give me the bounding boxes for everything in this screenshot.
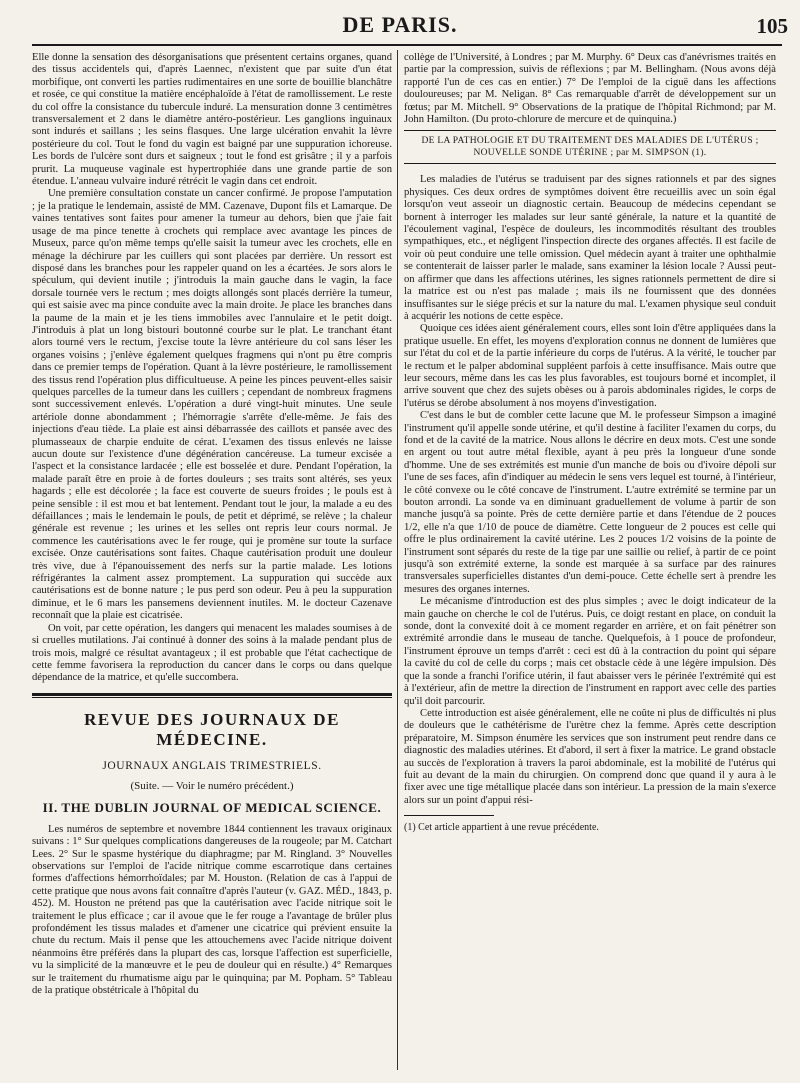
right-paragraph-1: collège de l'Université, à Londres ; par M. Murphy. 6° Deux cas d'anévrismes traités en partie par la compression, suivis de réflexions ; par M. Bellingham. (Nous avons déjà rapporté l'un de ces cas en entier.) 7° De l'emploi de la ciguë dans les affections douloureuses; par M. Neligan. 8° Cas remarquable d'arrêt de développement sur un fœtus; par M. Mitchell. 9° Observations de la pratique de l'hôpital Richmond; par M. John Hamilton. (Du proto-chlorure de mercure et de quinquina.) [404, 52, 776, 126]
continuation-note: (Suite. — Voir le numéro précédent.) [130, 779, 294, 792]
right-paragraph-4: C'est dans le but de combler cette lacune que M. le professeur Simpson a imaginé l'instrument qu'il appelle sonde utérine, et qu'il destine à faciliter l'examen du corps, du fond et de la cavité de la matrice. Nous allons le décrire en deux mots. C'est une sonde en argent ou tout autre métal flexible, ayant à peu près la longueur d'une sonde d'homme. Une de ses extrémités est munie d'un manche de bois ou d'ivoire dépoli sur l'une de ses faces, afin d'indiquer au médecin le sens vers lequel est tourné, à l'intérieur, le côté convexe ou le côté concave de l'instrument. L'autre extrémité se termine par un bouton arrondi. La sonde va en diminuant graduellement de volume à partir de son manche jusqu'à sa pointe. Près de cette dernière partie et dans l'étendue de 2 pouces 1/2, elle n'a que 1/10 de pouce de diamètre. Cette longueur de 2 pouces est celle qui offre le plus ordinairement la cavité utérine. Les 2 pouces 1/2 voisins de la pointe de l'instrument sont séparés du reste de la tige par une saillie ou relief, à partir de ce point jusqu'à son extrémité externe, la sonde est marquée à sa surface par des rainures transversales superficielles distantes d'un demi-pouce. Cette échelle sert à prendre les mesures des organes internes. [404, 410, 776, 595]
right-paragraph-6: Cette introduction est aisée généralement, elle ne coûte ni plus de difficultés ni plus de douleurs que le cathétérisme de l'urètre chez la femme. Après cette description préparatoire, M. Simpson énumère les services que son instrument peut rendre dans ce diagnostic des maladies utérines. Et d'abord, il sert à fixer la matrice. Le grand obstacle au succès de l'exploration à travers la paroi abdominale, est la mobilité de l'utérus qui fuit au devant de la main du chirurgien. On comprend donc que quand il y aura à le fixer avec une tige métallique placée dans son intérieur. La pression de la main s'exerce alors sur un point d'appui rési- [404, 707, 776, 806]
section-rule-thick [32, 693, 392, 696]
left-paragraph-2: Une première consultation constate un cancer confirmé. Je propose l'amputation ; je la pratique le lendemain, assisté de MM. Cazenave, Dupont fils et Lamarque. De vaines tentatives sont faites pour amener la tumeur au dehors, bien que j'aie fait usage de ma pince tenette à crochets qui remplace avec avantage les pinces de Museux, parce qu'on même temps qu'elle saisit la tumeur avec les crochets, elle en ménage la déchirure par les cuillers qui sont placées par derrière. Un ressort est disposé dans les branches pour les rappeler quand on les a écartées. Je sors alors le spéculum, qui devient inutile ; j'introduis la main gauche dans le vagin, la face dorsale tournée vers le rectum ; mes doigts allongés sont placés derrière la tumeur, qui est saisie avec ma pince conduite avec la main droite. Je place les branches dans la paume de la main et je les tiens immobiles avec l'annulaire et le petit doigt. J'introduis à plat un long bistouri boutonné courbe sur le plat. Le tranchant étant alors tourné vers le rectum, j'excise toute la lèvre antérieure du col sans léser les organes voisins ; j'enlève également quelques fragmens qui n'ont pu être compris dans ce premier temps de l'opération. Quant à la lèvre postérieure, le ramollissement des tissus rend l'opération plus difficultueuse. A peine les pinces peuvent-elles saisir quelques parcelles de la tumeur dans les cuillers ; cependant de nombreux fragmens sont successivement enlevés. L'opération a duré vingt-huit minutes. Une seule artériole donne abondamment ; l'hémorragie s'arrête d'elle-même. Je fais des injections d'eau tiède. La plaie est ainsi débarrassée des caillots et pansée avec des plumasseaux de charpie enduite de cérat. L'examen des tissus enlevés ne laisse aucun doute sur l'existence d'une dégénération cancéreuse. La tumeur excisée a l'aspect et la consistance lardacée ; elle est bosselée et dure. Pendant l'opération, la malade paraît être en proie à de fortes douleurs ; ses traits sont altérés, ses yeux hagards ; elle est décolorée ; la face est couverte de sueurs froides ; le pouls est à peine sensible : il est mou et bat lentement. Pendant tout le jour, la malade a eu des défaillances ; mais le lendemain le pouls, de petit et déprimé, se relève ; la chaleur générale est revenue ; les urines et les selles ont repris leur cours normal. Je commence les cautérisations avec le fer rouge, qui je promène sur toute la surface excisée. Onze cautérisations sont faites. Chaque cautérisation produit une douleur très vive, due à l'épanouissement des nerfs sur la partie malade. Les lotions réfrigérantes la calment assez promptement. La suppuration qui succède aux cautérisations est de bonne nature ; le pus perd son odeur. Peu à peu la suppuration diminue, et le 6 mars les pansemens deviennent inutiles. M. le docteur Cazenave reconnaît que la plaie est cicatrisée. [32, 188, 392, 622]
page-number: 105 [756, 14, 788, 38]
journal-heading: II. THE DUBLIN JOURNAL OF MEDICAL SCIENCE. [42, 799, 382, 815]
article-title: DE LA PATHOLOGIE ET DU TRAITEMENT DES MALADIES DE L'UTÉRUS ; NOUVELLE SONDE UTÉRINE ; par M. SIMPSON (1). [421, 136, 759, 159]
article-rule-bottom [404, 163, 776, 164]
section-subtitle: JOURNAUX ANGLAIS TRIMESTRIELS. [102, 759, 322, 772]
left-paragraph-3: On voit, par cette opération, les dangers qui menacent les malades soumises à de si cruelles mutilations. J'ai continué à donner des soins à la malade pendant plus de trois mois, malgré ce résultat avantageux ; il est probable que l'état cachectique de cette femme favorisera la reproduction du cancer dans le corps ou dans quelque dépendance de la matrice, et qu'elle succombera. [32, 622, 392, 684]
article-rule-top [404, 130, 776, 131]
section-rule-thin [32, 697, 392, 698]
right-paragraph-3: Quoique ces idées aient généralement cours, elles sont loin d'être appliquées dans la pratique usuelle. En effet, les moyens d'exploration connus ne donnent de lumières que sur l'état du col et de la partie inférieure du corps de l'utérus. A la vérité, le toucher par le rectum et le palper abdominal suppléent parfois à cette insuffisance. Mais outre que leur secours, même dans les cas les plus favorables, est toujours borné et incomplet, il arrive souvent que chez des sujets obèses ou à parois abdominales rigides, le corps de l'utérus se dérobe absolument à nos moyens d'investigation. [404, 323, 776, 409]
right-paragraph-5: Le mécanisme d'introduction est des plus simples ; avec le doigt indicateur de la main gauche on cherche le col de l'utérus. Puis, ce doigt restant en place, on conduit la sonde, dont la convexité doit à ce moment regarder en arrière, et on fait pénétrer son extrémité arrondie dans le museau de tanche. Quelquefois, à 1 pouce de profondeur, l'instrument éprouve un temps d'arrêt : ceci est dû à la contraction du point qui sépare la cavité du col de celle du corps ; mais cet obstacle cède à une légère impulsion. Dès que la sonde a franchi l'orifice utérin, il faut abaisser vers le périnée l'extrémité qui est à l'extérieur, afin de mettre la direction de l'instrument en rapport avec celle des parties qu'il doit parcourir. [404, 596, 776, 707]
left-paragraph-4: Les numéros de septembre et novembre 1844 contiennent les travaux originaux suivans : 1° Sur quelques complications dangereuses de la rougeole; par M. Catchart Lees. 2° Sur le spasme hystérique du diaphragme; par M. Ringland. 3° Nouvelles observations sur l'emploi de l'acide nitrique comme escarrotique dans certaines formes d'affections hémorrhoïdales; par M. Houston. (Relation de cas à l'appui de cette pratique que nous avons fait connaître d'après l'auteur (v. GAZ. MÉD., 1843, p. 452). M. Houston ne prétend pas que la cautérisation avec l'acide nitrique soit le traitement le plus efficace ; car il avoue que le fer rouge a l'avantage de brûler plus profondément les tissus malades et d'amener une cicatrice qui prévient ensuite la chute du rectum. Mais il pense que les attouchemens avec l'acide nitrique doivent néanmoins être préférés dans la plupart des cas, lorsque l'affection est superficielle, vu la simplicité de la manœuvre et le peu de douleur qui en résulte.) 4° Remarques sur le traitement du rhumatisme aigu par le quinquina; par M. Popham. 5° Tableau de la pratique obstétricale à l'hôpital du [32, 823, 392, 996]
page-header [0, 0, 800, 40]
column-divider [397, 50, 398, 1070]
header-rule [32, 44, 782, 46]
left-paragraph-1: Elle donne la sensation des désorganisations que présentent certains organes, quand des tissus accidentels qui, d'après Laennec, n'existent que par suite d'un état morbifique, ont converti les parties rudimentaires en une sorte de bouillie blanchâtre et rosée, ce qui constitue la matière encéphaloïde à l'état de ramollissement. Le reste du col offre la consistance du tubercule induré. La mensuration donne 3 centimètres transversalement et 2 dans le diamètre antéro-postérieur. Les ganglions inguinaux sont indurés et saillans ; les seins flasques. Une large ulcération envahit la lèvre postérieure du col. Tout le fond du vagin est baigné par une suppuration ichoreuse. Les bords de l'ulcère sont durs et saigneux ; tout le fond est grisâtre ; il y a parfois prurit. La muqueuse vaginale est hypertrophiée dans une grande partie de son étendue. L'anneau vulvaire induré rétrécit le vagin dans cet endroit. [32, 52, 392, 188]
footnote: (1) Cet article appartient à une revue précédente. [404, 822, 599, 834]
footnote-rule [404, 815, 494, 816]
section-title: REVUE DES JOURNAUX DE MÉDECINE. [84, 709, 340, 749]
right-paragraph-2: Les maladies de l'utérus se traduisent par des signes rationnels et par des signes physiques. Ces deux ordres de symptômes doivent être recueillis avec un soin égal lorsqu'on veut asseoir un diagnostic certain. Beaucoup de médecins cependant se bornent à interroger les malades sur leur santé générale, la nature et la quantité de l'écoulement vaginal, l'espèce de douleurs, les incommodités résultant des troubles sympathiques, etc., et négligent l'inspection directe des organes affectés. Il est facile de voir où peut conduire une telle omission. Quel médecin ayant à traiter une ophthalmie se contenterait de laisser parler le malade, sans examiner la lésion locale ? Aussi peut-on affirmer que dans les affections utérines, les signes rationnels permettent de dire si la matrice est ou n'est pas malade ; mais ils ne fournissent que des données insuffisantes sur le siége précis et sur la nature du mal. L'examen physique seul conduit à acquérir les notions de cette espèce. [404, 174, 776, 322]
running-head: DE PARIS. [342, 12, 458, 37]
left-column [32, 52, 392, 1080]
right-column [404, 52, 776, 1080]
